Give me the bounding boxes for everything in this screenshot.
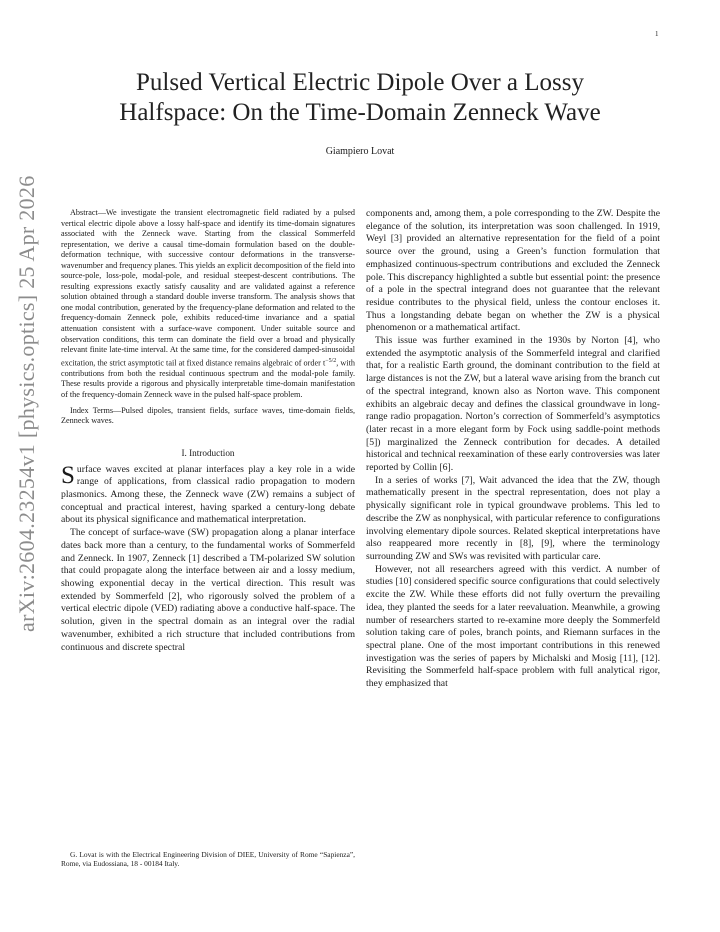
right-column xyxy=(366,208,660,691)
title-line-2: Halfspace: On the Time-Domain Zenneck Wave xyxy=(119,99,601,126)
right-paragraph-2: This issue was further examined in the 1930s by Norton [4], who extended the asymptotic analysis of the Sommerfeld integral and clarified that, for a realistic Earth ground, the dominant contribution to the field at large distances is not the ZW, but a lateral wave arising from the branch cut of the spectral integrand, known also as Norton wave. This component exhibits an algebraic decay and defines the classical groundwave in long-range radio propagation. Norton’s correction of Sommerfeld’s asymptotics (later recast in a more elegant form by Fock using saddle-point methods [5]) marginalized the Zenneck contribution for decades. A detailed historical and technical reexamination of these early controversies was later reported by Collin [6]. xyxy=(366,335,660,474)
abstract-exponent: −5/2 xyxy=(325,357,337,364)
section-heading-introduction: I. Introduction xyxy=(181,447,235,458)
author-affiliation-footnote: G. Lovat is with the Electrical Engineering Division of DIEE, University of Rome “Sapienza”, Rome, via Eudossiana, 18 - 00184 Italy. xyxy=(61,850,355,868)
abstract-text xyxy=(61,208,355,401)
abstract-body: Abstract—We investigate the transient electromagnetic field radiated by a pulsed vertical electric dipole above a lossy half-space and identify its time-domain signatures associated with the Zenneck wave. Starting from the classical Sommerfeld representation, we derive a causal time-domain formulation based on the double-deformation technique, with successive contour deformations in the transverse-wavenumber and frequency planes. This yields an explicit decomposition of the field into source-pole, loss-pole, modal-pole, and residual steepest-descent contributions. The resulting expressions exactly satisfy causality and are validated against a reference solution obtained through a standard double inverse transform. The analysis shows that one modal contribution, generated by the frequency-plane deformation and related to the frequency-domain Zenneck pole, exhibits reduced-time invariance and a spatial attenuation consistent with a surface-wave component. Under suitable source and observation conditions, this term can dominate the field over a broad and physically relevant finite late-time interval. At the same time, for the considered damped-sinusoidal excitation, the strict asymptotic tail at fixed distance remains algebraic of order t xyxy=(61,208,355,368)
title-line-1: Pulsed Vertical Electric Dipole Over a Lossy xyxy=(135,69,585,96)
intro-paragraph-1-text: urface waves excited at planar interfaces play a key role in a wide range of applications, from classical radio propagation to modern plasmonics. Among these, the Zenneck wave (ZW) remains a subject of conceptual and practical interest, having sparked a century-long debate about its physical significance and mathematical interpretation. xyxy=(61,463,355,526)
left-column xyxy=(61,208,355,654)
drop-cap: S xyxy=(61,461,75,489)
index-terms: Index Terms—Pulsed dipoles, transient fields, surface waves, time-domain fields, Zenneck waves. xyxy=(61,405,355,426)
right-paragraph-4: However, not all researchers agreed with this verdict. A number of studies [10] considered specific source configurations that could selectively excite the ZW. While these efforts did not fully overturn the prevailing idea, they planted the seeds for a later reevaluation. Meanwhile, a growing number of researchers started to re-examine more deeply the Sommerfeld solution taking care of poles, branch points, and Riemann surfaces in the spectral plane. One of the most important contributions in this renewed investigation was the series of papers by Michalski and Mosig [11], [12]. Revisiting the Sommerfeld half-space problem with full analytical rigor, they emphasized that xyxy=(366,563,660,690)
abstract xyxy=(61,208,355,401)
introduction-body xyxy=(61,461,355,655)
intro-paragraph-1 xyxy=(61,461,355,528)
page-number: 1 xyxy=(655,30,659,38)
right-paragraph-3: In a series of works [7], Wait advanced the idea that the ZW, though mathematically present in the spectral representation, does not play a physically significant role in typical groundwave problems. This led to describe the ZW as nonphysical, with particular reference to configurations involving elementary dipole sources. Related skeptical interpretations have also reappeared more recently in [8], [9], where the terminology surrounding ZW and SWs was revisited with particular care. xyxy=(366,474,660,562)
author-name: Giampiero Lovat xyxy=(325,146,395,157)
right-paragraph-1: components and, among them, a pole corresponding to the ZW. Despite the elegance of the solution, its interpretation was soon challenged. In 1919, Weyl [3] provided an alternative representation for the field of a point source over the ground, using a Green’s function formulation that emphasized continuous-spectrum contributions and excluded the Zenneck pole. This discrepancy highlighted a subtle but essential point: the presence of a pole in the spectral integrand does not guarantee that the relevant residue contributes to the physical field, unless the contour encloses it. Thus a longstanding debate began on whether the ZW is a physical phenomenon or a mathematical artifact. xyxy=(366,208,660,334)
arxiv-identifier[interactable]: arXiv:2604.23254v1 [physics.optics] 25 Apr 2026 xyxy=(14,175,39,632)
paper-title xyxy=(60,68,660,128)
intro-paragraph-2: The concept of surface-wave (SW) propagation along a planar interface dates back more than a century, to the fundamental works of Sommerfeld and Zenneck. In 1907, Zenneck [1] described a TM-polarized SW solution that could propagate along the interface between air and a lossy medium, showing exponential decay in the vertical direction. This result was extended by Sommerfeld [2], who rigorously solved the problem of a vertical electric dipole (VED) radiating above a conductive half-space. The solution, given in the spectral domain as an integral over the radial wavenumber, exhibited a rich structure that included contributions from continuous and discrete spectral xyxy=(61,527,355,653)
abstract-tail: , with contributions from both the residual continuous spectrum and the modal-pole family. These results provide a rigorous and physically interpretable time-domain manifestation of the frequency-domain Zenneck wave in the pulsed half-space problem. xyxy=(61,358,355,400)
